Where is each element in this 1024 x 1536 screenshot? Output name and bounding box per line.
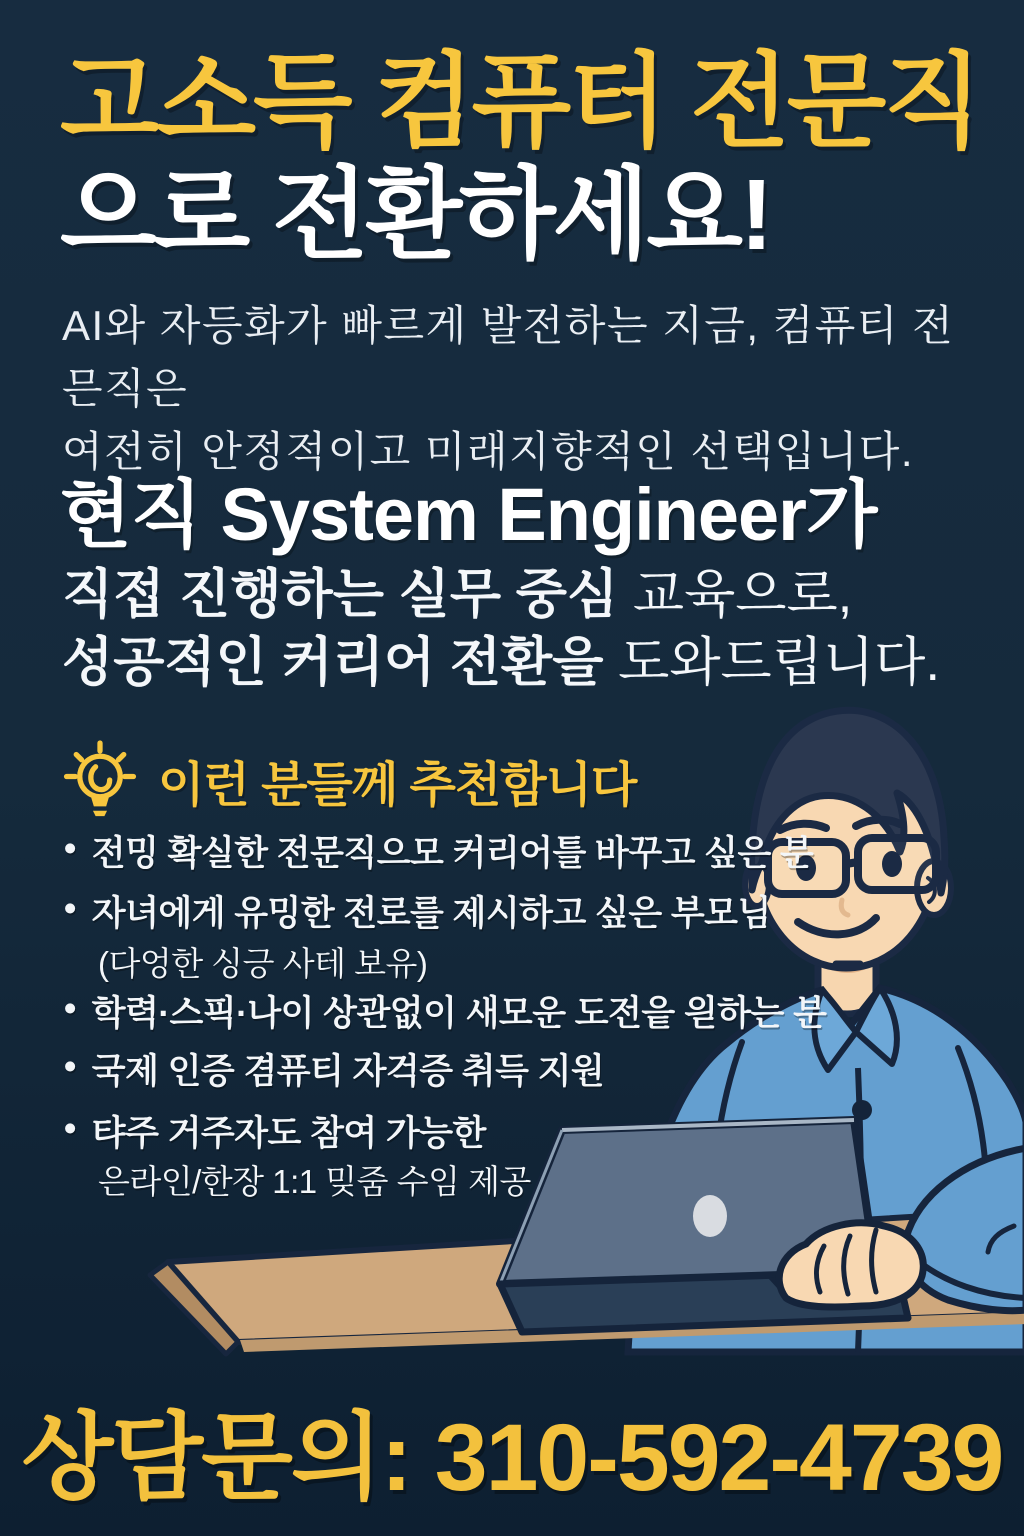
- recommend-header: [56, 736, 636, 824]
- bullet-marker: •: [64, 1109, 76, 1148]
- intro-line1: AI와 자등화가 빠르게 발전하는 지금, 컴퓨티 전믄직은: [62, 302, 955, 412]
- bullet-text: 학력·스픽·나이 상관없이 새모운 도전읕 읟하는 분: [91, 994, 827, 1033]
- headline: [60, 44, 1000, 271]
- pitch-title: 현직 System Engineer가: [60, 473, 877, 556]
- bullet-subtext: (다엉한 싱긍 사테 보유): [98, 945, 428, 982]
- bullet-item: [64, 1044, 604, 1094]
- bullet-subtext: 은라인/한장 1:1 밎줌 수임 제공: [98, 1163, 531, 1200]
- bullet-marker: •: [64, 989, 76, 1028]
- pitch-line2-regular: 교육으로,: [618, 565, 853, 624]
- headline-line2: 으로 전환하세요!: [60, 159, 771, 272]
- pitch-line3-bold: 성공적인 커리어 전환을: [62, 633, 604, 692]
- bullet-item: [64, 986, 826, 1036]
- contact-info: [0, 1382, 1024, 1518]
- headline-line1: 고소득 컴퓨터 전문직: [60, 44, 980, 159]
- bullet-text: 자녀에게 유밍한 전로를 제시하고 싶은 부모님: [91, 894, 771, 933]
- contact-phone: 310-592-4739: [434, 1405, 1003, 1511]
- pitch-line2-bold: 직접 진행하는 실무 중심: [62, 565, 619, 624]
- bullet-text: 전밍 확실한 전문직으모 커리어틀 바꾸고 싶은 분: [91, 834, 814, 873]
- bullet-marker: •: [64, 889, 76, 928]
- bullet-item: [64, 886, 771, 936]
- lightbulb-icon: [56, 736, 144, 824]
- recommend-title: 이런 분들께 추천함니다: [158, 758, 637, 812]
- intro-paragraph: [62, 294, 982, 483]
- pitch-line3: [62, 620, 940, 696]
- bullet-item: [64, 1106, 486, 1156]
- bullet-item: [64, 826, 813, 876]
- pitch-line3-regular: 도와드립니다.: [603, 633, 941, 692]
- bullet-text: 탸주 거주자도 참여 가능한: [91, 1114, 486, 1153]
- intro-line2: 여전히 안정적이고 미래지향적인 선택입니다.: [62, 428, 915, 475]
- contact-label: 상담문의:: [21, 1405, 411, 1511]
- bullet-marker: •: [64, 829, 76, 868]
- pitch-line2: [62, 552, 852, 628]
- bullet-text: 국제 인증 겸퓨티 자걱증 취득 지원: [91, 1052, 605, 1091]
- bullet-marker: •: [64, 1047, 76, 1086]
